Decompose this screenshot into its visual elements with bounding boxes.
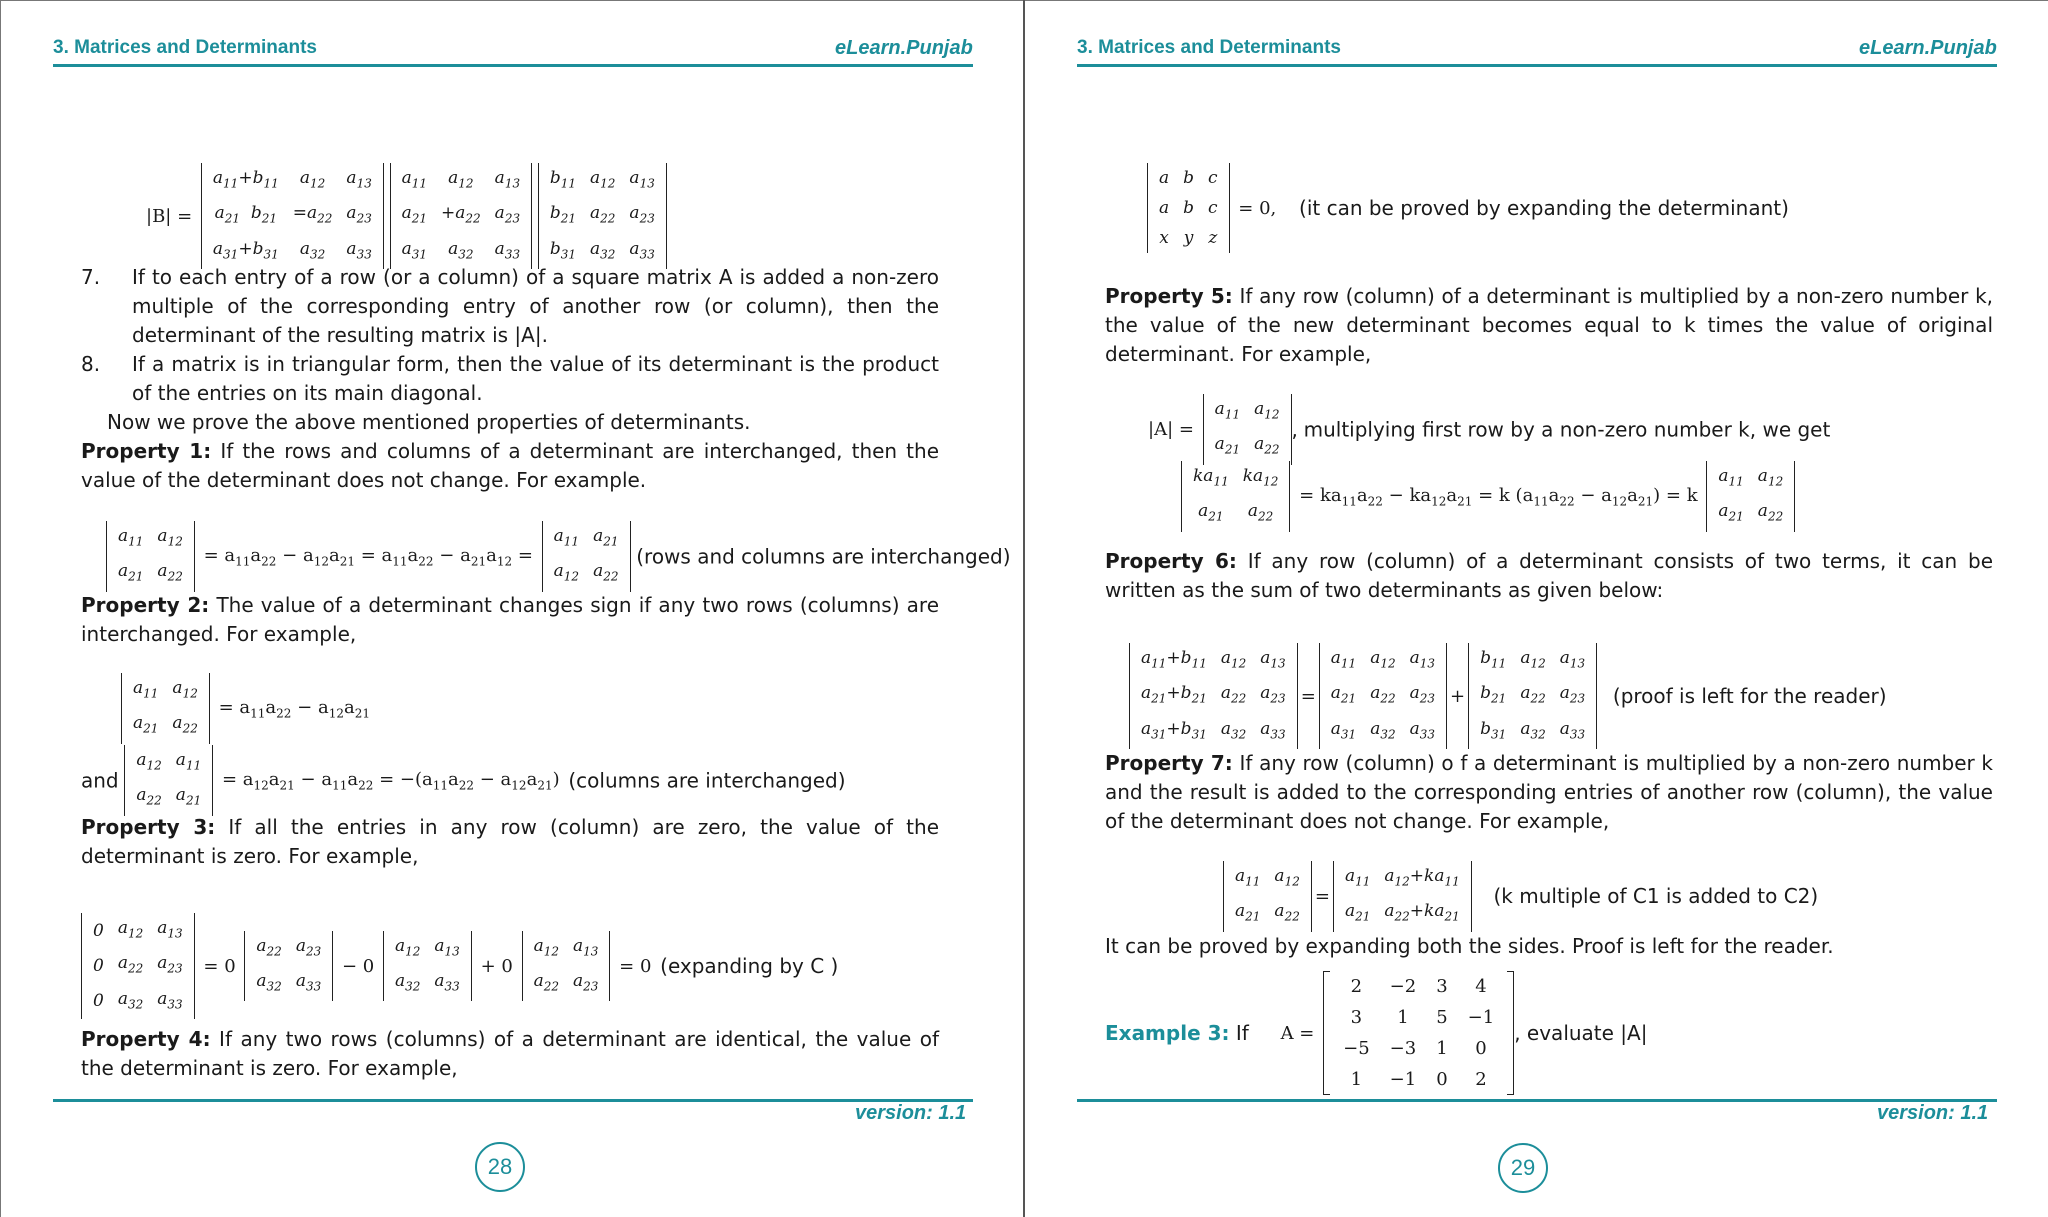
matrix-row — [1333, 971, 1504, 1002]
footer-rule — [1077, 1099, 1997, 1102]
matrix-cell: 1 — [1436, 1038, 1448, 1059]
property-6-text: If any row (column) of a determinant consists of two terms, it can be written as the sum of two determinants as given below: — [1105, 549, 1993, 602]
example-3-label: Example 3: — [1105, 1021, 1230, 1045]
property-6-math: $a_{11}+b_{11}$ $a_{12}$ $a_{13}$ $a_{21}+b_{21}$ $a_{22}$ $a_{23}$ $a_{31}+b_{31}$ $a_{32}$ $a_{33}$ = $a_{11}$ $a_{12}$ $a_{13}$ $a_{21}$ $a_{22}$ $a_{23}$ $a_{31}$ $a_{32}$ $a_{33}$ + $b_{11}$ $a_{12}$ $a_{13}$ $b_{21}$ $a_{22}$ $a_{23}$ $b_{31}$ $a_{32}$ $a_{33}$ (proof is left for the reader) — [1129, 643, 1887, 749]
property-1-label: Property 1: — [81, 439, 212, 463]
matrix-cell: 5 — [1436, 1007, 1448, 1028]
property-2-math-1: $a_{11}$ $a_{12}$ $a_{21}$ $a_{22}$ = $a_{11}a_{22} - a_{12}a_{21}$ — [121, 673, 373, 744]
matrix-A — [1323, 971, 1514, 1095]
property-6-label: Property 6: — [1105, 549, 1237, 573]
matrix-cell: 2 — [1350, 976, 1363, 997]
property-4-label: Property 4: — [81, 1027, 211, 1051]
item-7-text: If to each entry of a row (or a column) of a square matrix A is added a non-zero multiple of the corresponding entry of another row (or column), then the determinant of the resulting matrix is |A|. — [132, 265, 939, 347]
matrix-cell: −3 — [1389, 1038, 1417, 1059]
matrix-cell: 0 — [1475, 1038, 1487, 1059]
property-1-note: (rows and columns are interchanged) — [636, 544, 1011, 569]
property-2-label: Property 2: — [81, 593, 210, 617]
property-5 — [1105, 282, 1993, 369]
page-28 — [0, 0, 1023, 1217]
chapter-title: 3. Matrices and Determinants — [1077, 37, 1341, 58]
header-rule — [1077, 64, 1997, 67]
brand-name: eLearn.Punjab — [1859, 37, 1997, 59]
matrix-row — [1333, 1033, 1504, 1064]
property-4-text: If any two rows (columns) of a determinant are identical, the value of the determinant is zero. For example, — [81, 1027, 939, 1080]
item-8-number: 8. — [81, 352, 101, 376]
property-5-note: multiplying first row by a non-zero number k, we get — [1303, 417, 1831, 442]
matrix-cell: −1 — [1389, 1069, 1417, 1090]
matrix-cell: 1 — [1350, 1069, 1363, 1090]
matrix-cell: −5 — [1343, 1038, 1370, 1059]
property-2-note: (columns are interchanged) — [568, 768, 846, 793]
property-5-label: Property 5: — [1105, 284, 1233, 308]
property-2-text: The value of a determinant changes sign if any two rows (columns) are interchanged. For example, — [81, 593, 940, 646]
example-3-if: If — [1235, 1021, 1249, 1045]
property-3-label: Property 3: — [81, 815, 216, 839]
property-4 — [81, 1025, 939, 1083]
item-7-number: 7. — [81, 265, 101, 289]
property-3-note: (expanding by C ) — [660, 954, 839, 979]
matrix-cell: 3 — [1436, 976, 1448, 997]
version-label: version: 1.1 — [855, 1102, 967, 1124]
property-2 — [81, 591, 939, 649]
abc-note: (it can be proved by expanding the determinant) — [1299, 196, 1789, 220]
page-number-29: 29 — [1498, 1143, 1548, 1193]
property-6-note: (proof is left for the reader) — [1612, 684, 1887, 709]
matrix-cell: 3 — [1350, 1007, 1363, 1028]
property-1-text: If the rows and columns of a determinant are interchanged, then the value of the determinant does not change. For example. — [81, 439, 940, 492]
and-word: and — [81, 768, 119, 793]
property-6 — [1105, 547, 1993, 605]
example-3: Example 3: If A = 2 −2 3 4 3 1 5 −1 −5 −3 1 0 1 −1 0 2 , evaluate |A| — [1105, 971, 1647, 1095]
prove-line: Now we prove the above mentioned properties of determinants. — [107, 410, 751, 434]
property-3 — [81, 813, 939, 871]
property-2-math-2: and $a_{12}$ $a_{11}$ $a_{22}$ $a_{21}$ = $a_{12}a_{21} - a_{11}a_{22} = -(a_{11}a_{22} - a_{12}a_{21})$ (columns are interchanged) — [81, 745, 846, 816]
property-7-label: Property 7: — [1105, 751, 1233, 775]
abc-determinant: a b c a b c x y z = 0, (it can be proved by expanding the determinant) — [1147, 163, 1789, 253]
math-B-expansion: |B| = $a_{11}+b_{11}$ $a_{12}$ $a_{13}$ $a_{21}$ $b_{21}$ $=a_{22}$ $a_{23}$ $a_{31}+b_{31}$ $a_{32}$ $a_{33}$ $a_{11}$ $a_{12}$ $a_{13}$ $a_{21}$ $+a_{22}$ $a_{23}$ $a_{31}$ $a_{32}$ $a_{33}$ $b_{11}$ $a_{12}$ $a_{13}$ $b_{21}$ $a_{22}$ $a_{23}$ $b_{31}$ $a_{32}$ $a_{33}$ — [143, 163, 667, 269]
property-1 — [81, 437, 939, 495]
property-5-text: If any row (column) of a determinant is multiplied by a non-zero number k, the value of the new determinant becomes equal to k times the value of original determinant. For example, — [1105, 284, 1994, 366]
matrix-cell: 2 — [1475, 1069, 1487, 1090]
property-5-math-2: $ka_{11}$ $ka_{12}$ $a_{21}$ $a_{22}$ = $ka_{11}a_{22} - ka_{12}a_{21} = k$ $(a_{11}a_{22} - a_{12}a_{21}) = k$ $a_{11}$ $a_{12}$ $a_{21}$ $a_{22}$ — [1181, 461, 1795, 532]
property-5-math-1: |A| = $a_{11}$ $a_{12}$ $a_{21}$ $a_{22}$ , multiplying first row by a non-zero number k, we get — [1145, 394, 1830, 465]
footer-rule — [53, 1099, 973, 1102]
matrix-row — [1333, 1064, 1504, 1095]
page-29 — [1025, 0, 2048, 1217]
property-7 — [1105, 749, 1993, 836]
property-3-text: If all the entries in any row (column) are zero, the value of the determinant is zero. For example, — [81, 815, 940, 868]
matrix-cell: −2 — [1389, 976, 1417, 997]
property-7-note: (k multiple of C1 is added to C2) — [1493, 884, 1819, 909]
version-label: version: 1.1 — [1877, 1102, 1989, 1124]
property-1-math: $a_{11}$ $a_{12}$ $a_{21}$ $a_{22}$ = $a_{11}a_{22} - a_{12}a_{21} = a_{11}a_{22} - a_{21}a_{12}$ = $a_{11}$ $a_{21}$ $a_{12}$ $a_{22}$ (rows and columns are interchanged) — [106, 521, 1011, 592]
matrix-row — [1333, 1002, 1504, 1033]
header-rule — [53, 64, 973, 67]
matrix-cell: 1 — [1397, 1007, 1409, 1028]
matrix-cell: 4 — [1475, 976, 1487, 997]
property-7-math: $a_{11}$ $a_{12}$ $a_{21}$ $a_{22}$ = $a_{11}$ $a_{12}+ka_{11}$ $a_{21}$ $a_{22}+ka_{21}$ (k multiple of C1 is added to C2) — [1223, 861, 1818, 932]
brand-name: eLearn.Punjab — [835, 37, 973, 59]
page-number-28: 28 — [475, 1142, 525, 1192]
property-7-text: If any row (column) o f a determinant is multiplied by a non-zero number k and the result is added to the corresponding entries of another row (column), the value of the determinant does not change. For example, — [1105, 751, 1994, 833]
matrix-cell: 0 — [1436, 1069, 1448, 1090]
matrix-cell: −1 — [1467, 1007, 1495, 1028]
proof-line: It can be proved by expanding both the sides. Proof is left for the reader. — [1105, 934, 1834, 958]
item-8-text: If a matrix is in triangular form, then the value of its determinant is the product of the entries on its main diagonal. — [132, 352, 939, 405]
property-3-math: 0 $a_{12}$ $a_{13}$ 0 $a_{22}$ $a_{23}$ 0 $a_{32}$ $a_{33}$ = 0 $a_{22}$ $a_{23}$ $a_{32}$ $a_{33}$ − 0 $a_{12}$ $a_{13}$ $a_{32}$ $a_{33}$ + 0 $a_{12}$ $a_{13}$ $a_{22}$ $a_{23}$ = 0 (expanding by C ) — [81, 913, 838, 1019]
example-3-tail: , evaluate |A| — [1514, 1021, 1648, 1045]
chapter-title: 3. Matrices and Determinants — [53, 37, 317, 58]
